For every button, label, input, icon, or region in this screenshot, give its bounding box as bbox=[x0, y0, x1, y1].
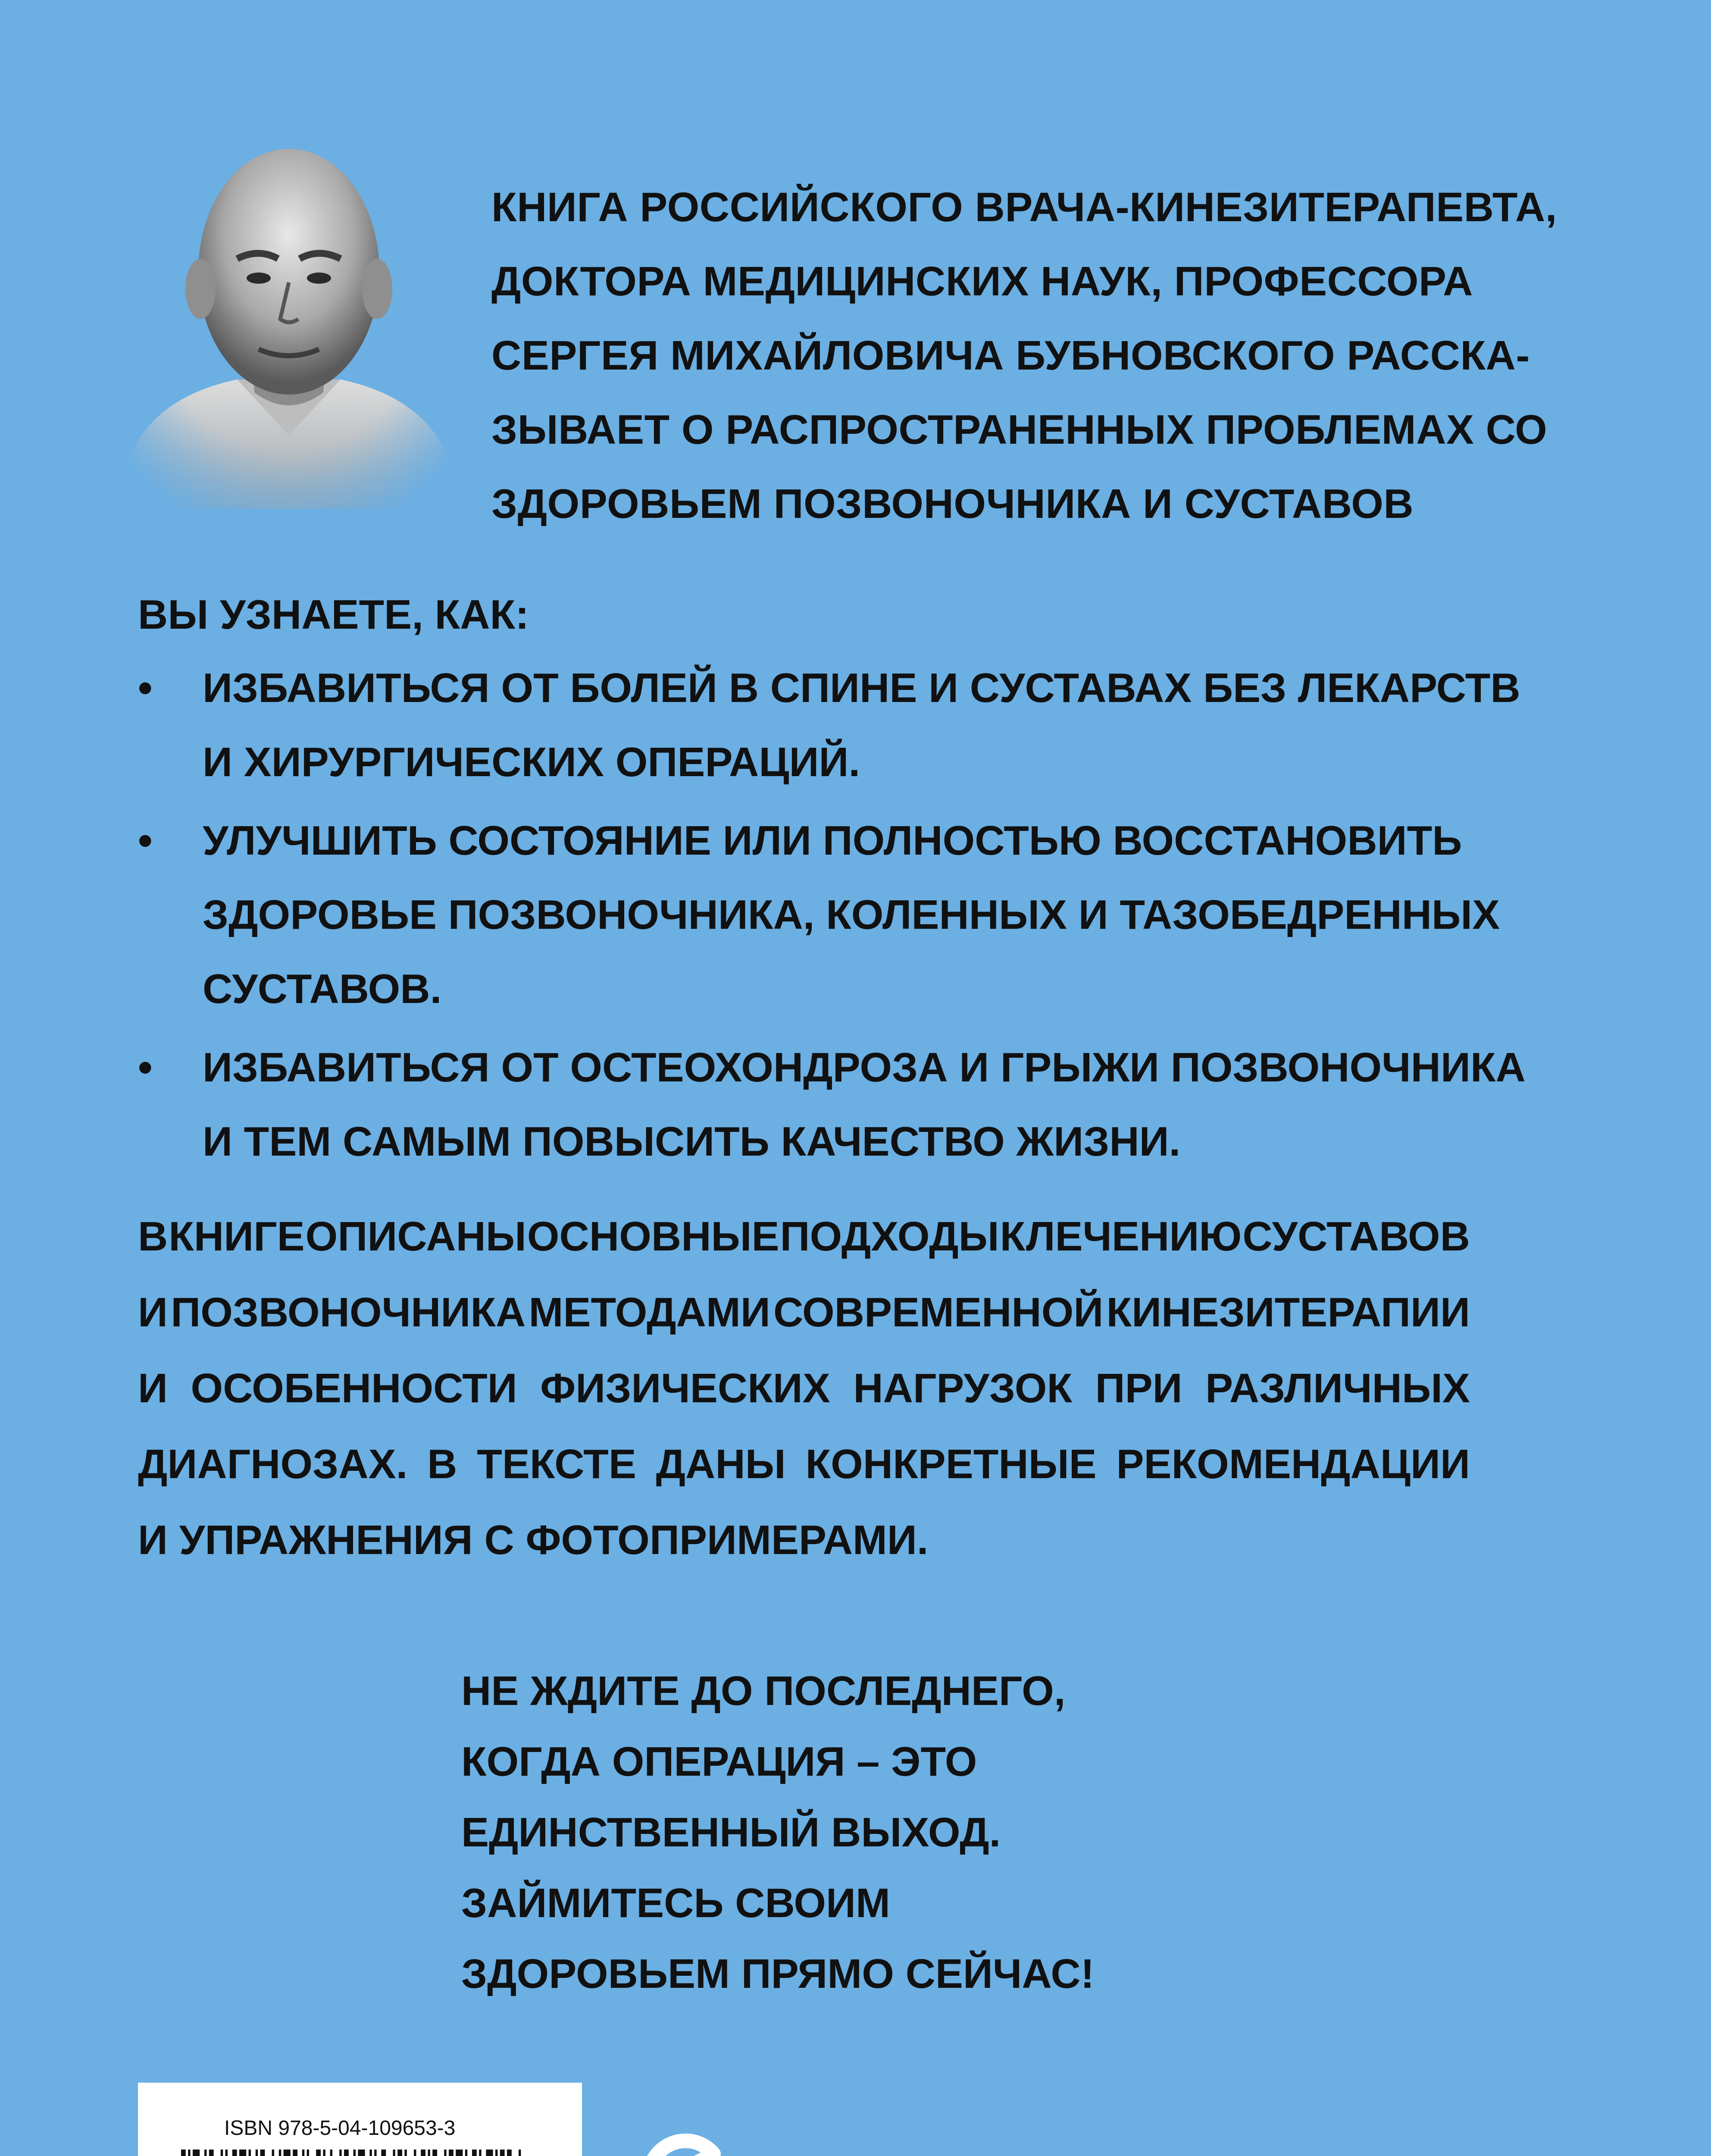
description-word: ОСОБЕННОСТИ bbox=[191, 1365, 517, 1411]
description-word: ПОДХОДЫ bbox=[780, 1213, 999, 1260]
author-portrait bbox=[129, 116, 448, 509]
barcode-bar bbox=[393, 2150, 395, 2156]
barcode-bar bbox=[256, 2150, 258, 2156]
list-item bbox=[138, 1031, 1647, 1179]
description-word: ЛЕЧЕНИЮ bbox=[1026, 1213, 1242, 1260]
description-word: ДАНЫ bbox=[656, 1441, 786, 1487]
barcode-bar bbox=[344, 2150, 349, 2156]
barcode-bar bbox=[353, 2150, 356, 2156]
barcode-bar bbox=[374, 2150, 376, 2156]
barcode-bar bbox=[500, 2150, 505, 2156]
slogan-line: НЕ ЖДИТЕ ДО ПОСЛЕДНЕГО, bbox=[461, 1668, 1066, 1714]
barcode-bar bbox=[323, 2150, 325, 2156]
description-word: НАГРУЗОК bbox=[853, 1365, 1073, 1411]
barcode-bar bbox=[307, 2150, 309, 2156]
isbn-barcode bbox=[138, 2083, 582, 2156]
description-line bbox=[138, 1426, 1470, 1502]
barcode-bar bbox=[465, 2150, 467, 2156]
barcode-bar bbox=[260, 2150, 265, 2156]
barcode-bar bbox=[472, 2150, 477, 2156]
barcode-bar bbox=[284, 2150, 291, 2156]
author-intro bbox=[491, 170, 1655, 541]
barcode-bar bbox=[479, 2150, 481, 2156]
slogan-line: ЕДИНСТВЕННЫЙ ВЫХОД. bbox=[461, 1809, 1001, 1855]
barcode-bar bbox=[495, 2150, 497, 2156]
description-word: И bbox=[138, 1365, 168, 1411]
barcode-bar bbox=[507, 2150, 512, 2156]
barcode-bar bbox=[404, 2150, 407, 2156]
barcode-bar bbox=[414, 2150, 416, 2156]
barcode-bar bbox=[428, 2150, 430, 2156]
publisher-logo-icon bbox=[638, 2122, 733, 2156]
intro-line: ЗДОРОВЬЕМ ПОЗВОНОЧНИКА И СУСТАВОВ bbox=[491, 481, 1414, 527]
description-word: В bbox=[427, 1441, 457, 1487]
barcode-bar bbox=[339, 2150, 341, 2156]
barcode-bar bbox=[181, 2150, 186, 2156]
barcode-bar bbox=[421, 2150, 425, 2156]
description-word: В bbox=[138, 1213, 168, 1260]
description-word: ОСНОВНЫЕ bbox=[527, 1213, 779, 1260]
barcode-bar bbox=[232, 2150, 237, 2156]
barcode-bar bbox=[193, 2150, 200, 2156]
list-item-line: ИЗБАВИТЬСЯ ОТ ОСТЕОХОНДРОЗА И ГРЫЖИ ПОЗВОНОЧНИКА bbox=[203, 1044, 1526, 1091]
barcode-bar bbox=[519, 2150, 521, 2156]
intro-line: ЗЫВАЕТ О РАСПРОСТРАНЕННЫХ ПРОБЛЕМАХ СО bbox=[491, 407, 1548, 453]
barcode-bar bbox=[239, 2150, 246, 2156]
intro-line: СЕРГЕЯ МИХАЙЛОВИЧА БУБНОВСКОГО РАССКА- bbox=[491, 332, 1530, 379]
barcode-bar bbox=[188, 2150, 190, 2156]
list-item-line: И ТЕМ САМЫМ ПОВЫСИТЬ КАЧЕСТВО ЖИЗНИ. bbox=[203, 1119, 1181, 1165]
description-word: КОНКРЕТНЫЕ bbox=[805, 1441, 1097, 1487]
barcode-bar bbox=[444, 2150, 446, 2156]
list-item bbox=[138, 804, 1647, 1026]
barcode-bar bbox=[209, 2150, 214, 2156]
list-item bbox=[138, 651, 1647, 799]
description-word: ОПИСАНЫ bbox=[305, 1213, 526, 1260]
description-word: РЕКОМЕНДАЦИИ bbox=[1116, 1441, 1470, 1487]
description-word: И bbox=[138, 1289, 168, 1335]
bullet-icon: • bbox=[138, 665, 153, 711]
barcode-bar bbox=[316, 2150, 321, 2156]
list-item-line: УЛУЧШИТЬ СОСТОЯНИЕ ИЛИ ПОЛНОСТЬЮ ВОССТАНОВИТЬ bbox=[203, 818, 1462, 864]
description-word: ДИАГНОЗАХ. bbox=[138, 1441, 408, 1487]
slogan-line: ЗДОРОВЬЕМ ПРЯМО СЕЙЧАС! bbox=[461, 1951, 1095, 1997]
list-item-line: ЗДОРОВЬЕ ПОЗВОНОЧНИКА, КОЛЕННЫХ И ТАЗОБЕДРЕННЫХ bbox=[203, 892, 1500, 938]
barcode-bar bbox=[279, 2150, 281, 2156]
barcode-icon bbox=[172, 2150, 547, 2156]
barcode-bar bbox=[449, 2150, 454, 2156]
description-word: ПРИ bbox=[1095, 1365, 1182, 1411]
slogan-line: КОГДА ОПЕРАЦИЯ – ЭТО bbox=[461, 1739, 977, 1785]
description-word: К bbox=[1000, 1213, 1026, 1260]
barcode-bar bbox=[486, 2150, 493, 2156]
intro-line: ДОКТОРА МЕДИЦИНСКИХ НАУК, ПРОФЕССОРА bbox=[491, 258, 1473, 304]
barcode-bar bbox=[456, 2150, 463, 2156]
list-item-line: СУСТАВОВ. bbox=[203, 966, 442, 1012]
barcode-bar bbox=[272, 2150, 274, 2156]
barcode-bar bbox=[302, 2150, 304, 2156]
description-word: СУСТАВОВ bbox=[1242, 1213, 1470, 1260]
barcode-bar bbox=[432, 2150, 437, 2156]
description-word: МЕТОДАМИ bbox=[529, 1289, 770, 1335]
book-description bbox=[138, 1199, 1470, 1578]
list-item-line: ИЗБАВИТЬСЯ ОТ БОЛЕЙ В СПИНЕ И СУСТАВАХ БЕЗ ЛЕКАРСТВ bbox=[203, 665, 1520, 711]
barcode-bar bbox=[249, 2150, 251, 2156]
intro-line: КНИГА РОССИЙСКОГО ВРАЧА-КИНЕЗИТЕРАПЕВТА, bbox=[491, 184, 1557, 230]
description-word: ТЕКСТЕ bbox=[477, 1441, 636, 1487]
description-line bbox=[138, 1199, 1470, 1275]
call-to-action bbox=[461, 1656, 1095, 2009]
description-line bbox=[138, 1275, 1470, 1351]
bullet-icon: • bbox=[138, 818, 153, 864]
isbn-number: ISBN 978-5-04-109653-3 bbox=[224, 2117, 456, 2140]
learn-list bbox=[138, 651, 1647, 1183]
bullet-icon: • bbox=[138, 1044, 153, 1091]
learn-heading: ВЫ УЗНАЕТЕ, КАК: bbox=[138, 592, 529, 638]
barcode-bar bbox=[397, 2150, 402, 2156]
barcode-bar bbox=[369, 2150, 372, 2156]
list-item-line: И ХИРУРГИЧЕСКИХ ОПЕРАЦИЙ. bbox=[203, 739, 860, 785]
barcode-bar bbox=[330, 2150, 332, 2156]
description-word: КИНЕЗИТЕРАПИИ bbox=[1106, 1289, 1470, 1335]
slogan-line: ЗАЙМИТЕСЬ СВОИМ bbox=[461, 1880, 891, 1926]
description-line bbox=[138, 1351, 1470, 1426]
barcode-bar bbox=[293, 2150, 297, 2156]
barcode-bar bbox=[221, 2150, 223, 2156]
description-word: КНИГЕ bbox=[169, 1213, 305, 1260]
barcode-bar bbox=[225, 2150, 228, 2156]
description-line: И УПРАЖНЕНИЯ С ФОТОПРИМЕРАМИ. bbox=[138, 1517, 929, 1563]
description-word: РАЗЛИЧНЫХ bbox=[1205, 1365, 1470, 1411]
description-word: СОВРЕМЕННОЙ bbox=[773, 1289, 1104, 1335]
barcode-bar bbox=[381, 2150, 386, 2156]
barcode-bar bbox=[204, 2150, 206, 2156]
description-word: ФИЗИЧЕСКИХ bbox=[540, 1365, 830, 1411]
description-word: ПОЗВОНОЧНИКА bbox=[171, 1289, 526, 1335]
barcode-bar bbox=[358, 2150, 365, 2156]
